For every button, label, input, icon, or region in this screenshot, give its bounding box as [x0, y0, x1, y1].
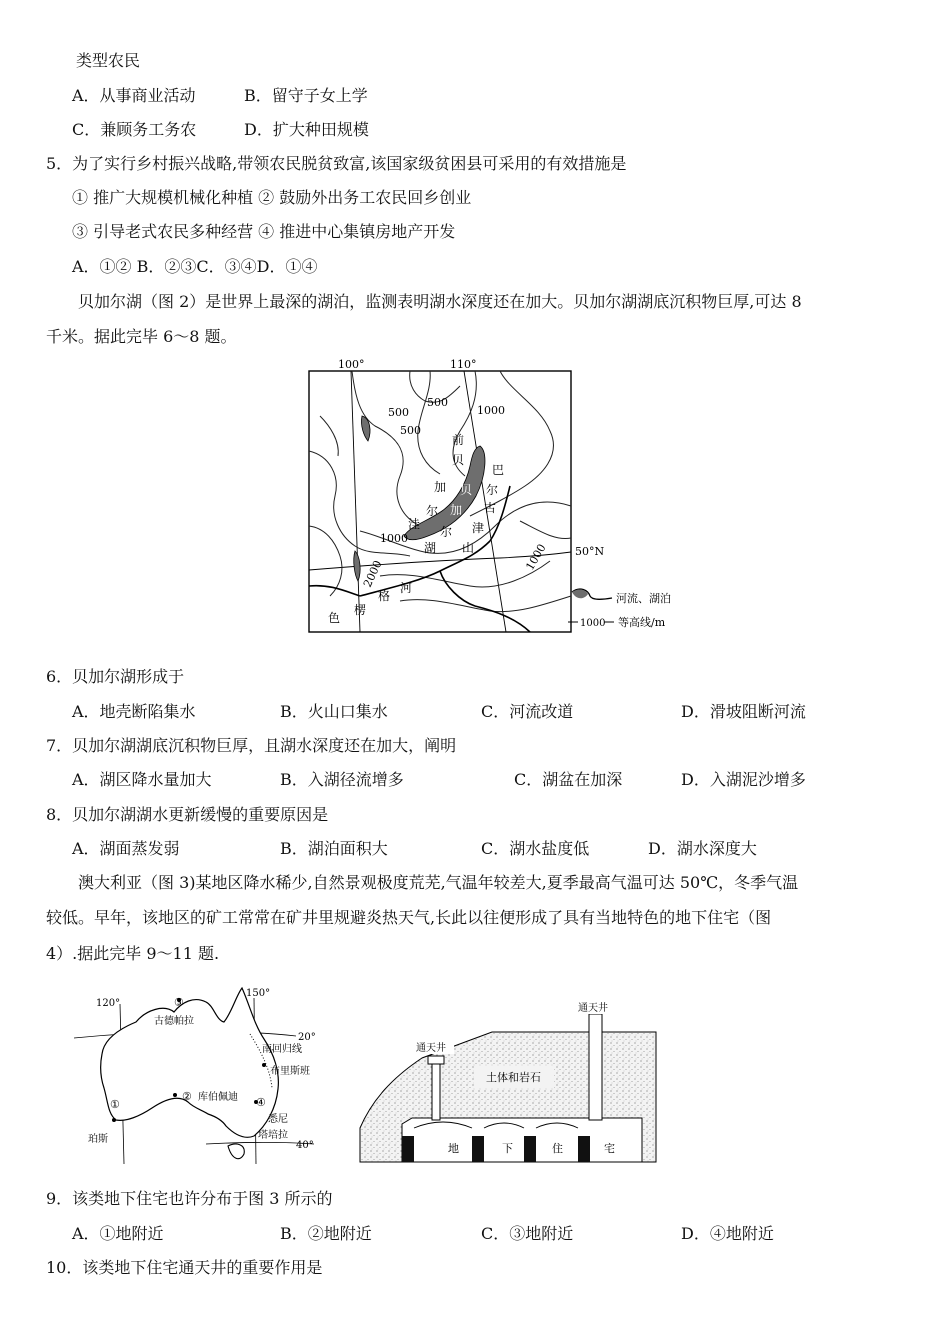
- river-char: 色: [328, 611, 341, 625]
- house-char: 下: [502, 1142, 513, 1155]
- q4-option-b: B．留守子女上学: [244, 86, 368, 105]
- underground-house-figure: [352, 1000, 664, 1168]
- lon-150-label: 150°: [246, 988, 271, 999]
- house-char: 宅: [604, 1142, 615, 1155]
- q4-option-a: A．从事商业活动: [72, 86, 196, 105]
- map-place-char: 加: [434, 480, 447, 494]
- soil-rock-label: 土体和岩石: [486, 1071, 541, 1084]
- q7-stem: 7．贝加尔湖湖底沉积物巨厚，且湖水深度还在加大，阐明: [46, 736, 457, 755]
- pillar: [524, 1136, 536, 1162]
- perth-dot: [112, 1118, 116, 1122]
- map-place-char: 贝: [452, 453, 465, 467]
- q7-option-c: C．湖盆在加深: [514, 770, 623, 789]
- legend-river-lake-label: 河流、湖泊: [616, 592, 671, 605]
- map-place-char: 山: [462, 541, 475, 555]
- q8-stem: 8．贝加尔湖湖水更新缓慢的重要原因是: [46, 805, 329, 824]
- australia-outline: [101, 988, 279, 1137]
- q5-items-line2: ③ 引导老式农民多种经营 ④ 推进中心集镇房地产开发: [72, 222, 456, 241]
- q6-option-b: B．火山口集水: [280, 702, 388, 721]
- map-place-char: 尔: [486, 483, 499, 497]
- map-place-char: 前: [452, 433, 465, 447]
- map-place-char: 尔: [426, 504, 439, 518]
- mark-3: ③: [174, 996, 184, 1009]
- pillar: [472, 1136, 484, 1162]
- q4-option-d: D．扩大种田规模: [244, 120, 369, 139]
- q8-option-d: D．湖水深度大: [648, 839, 757, 858]
- kubopeidi-dot: [173, 1093, 177, 1097]
- pillar: [402, 1136, 414, 1162]
- shaft-right: [589, 1014, 602, 1120]
- baikal-map-figure: [300, 356, 690, 638]
- house-cavity: [402, 1118, 642, 1162]
- map-place-char: 津: [472, 521, 485, 535]
- map-place-char: 洼: [408, 517, 421, 531]
- q6-option-d: D．滑坡阻断河流: [681, 702, 806, 721]
- contour-label: 500: [400, 424, 421, 437]
- pillar: [578, 1136, 590, 1162]
- q5-options: A．①② B．②③C．③④D．①④: [72, 257, 318, 276]
- tasmania-outline: [228, 1144, 244, 1159]
- passage1-line2: 千米。据此完毕 6～8 题。: [46, 327, 237, 346]
- contour-label: 500: [388, 406, 409, 419]
- q9-option-c: C．③地附近: [481, 1224, 574, 1243]
- brisbane-dot: [262, 1063, 266, 1067]
- australia-map-figure: [74, 984, 336, 1168]
- legend-contour-value: 1000: [580, 618, 606, 629]
- passage2-line1: 澳大利亚（图 3)某地区降水稀少,自然景观极度荒芜,气温年较差大,夏季最高气温可达 50℃，冬季气温: [78, 873, 799, 892]
- brisbane-label: 布里斯班: [270, 1066, 310, 1077]
- tropic-label: 南回归线: [262, 1044, 302, 1055]
- q6-stem: 6．贝加尔湖形成于: [46, 667, 185, 686]
- contour-label: 1000: [523, 541, 549, 573]
- q4-stem-tail: 类型农民: [76, 51, 141, 70]
- gudepala-label: 古德帕拉: [154, 1016, 194, 1027]
- mark-2: ②: [182, 1090, 192, 1103]
- passage2-line2: 较低。早年，该地区的矿工常常在矿井里规避炎热天气,长此以往便形成了具有当地特色的地下住宅（图: [46, 908, 772, 927]
- q9-stem: 9．该类地下住宅也许分布于图 3 所示的: [46, 1189, 333, 1208]
- lat-20-label: 20°: [298, 1032, 316, 1043]
- q4-option-c: C．兼顾务工务农: [72, 120, 197, 139]
- q9-option-a: A．①地附近: [72, 1224, 164, 1243]
- shaft-left: [432, 1062, 440, 1120]
- contour-label: 500: [427, 396, 448, 409]
- lat-40-label: 40°: [296, 1140, 314, 1151]
- map-frame: [309, 371, 571, 632]
- q7-option-b: B．入湖径流增多: [280, 770, 404, 789]
- q8-option-a: A．湖面蒸发弱: [72, 839, 180, 858]
- q10-stem: 10．该类地下住宅通天井的重要作用是: [46, 1258, 323, 1277]
- q8-option-c: C．湖水盐度低: [481, 839, 590, 858]
- sydney-label: 悉尼: [268, 1114, 288, 1125]
- contour-label: 1000: [380, 532, 408, 545]
- lon-120-label: 120°: [96, 998, 121, 1009]
- river-char: 格: [378, 589, 391, 603]
- perth-label: 珀斯: [88, 1134, 108, 1145]
- q6-option-a: A．地壳断陷集水: [72, 702, 196, 721]
- q6-option-c: C．河流改道: [481, 702, 574, 721]
- map-place-char: 湖: [424, 541, 437, 555]
- map-place-char: 古: [484, 501, 497, 515]
- q5-stem: 5．为了实行乡村振兴战略,带领农民脱贫致富,该国家级贫困县可采用的有效措施是: [46, 154, 627, 173]
- q7-option-a: A．湖区降水量加大: [72, 770, 212, 789]
- mark-1: ①: [110, 1098, 120, 1111]
- tamworth-label: 塔培拉: [258, 1130, 288, 1141]
- map-place-char: 巴: [492, 463, 505, 477]
- contour-label: 1000: [477, 404, 505, 417]
- legend-contour-label: 等高线/m: [618, 616, 666, 629]
- lat-50-label: 50°N: [575, 545, 605, 558]
- river-char: 楞: [354, 603, 367, 617]
- house-char: 地: [448, 1142, 459, 1155]
- contour-label: 2000: [360, 558, 385, 590]
- river-char: 河: [400, 581, 413, 595]
- map-place-char: 贝: [460, 483, 473, 497]
- shaft-left-label: 通天井: [416, 1043, 446, 1054]
- q9-option-d: D．④地附近: [681, 1224, 774, 1243]
- passage1-line1: 贝加尔湖（图 2）是世界上最深的湖泊，监测表明湖水深度还在加大。贝加尔湖湖底沉积物巨厚,可达 8: [78, 292, 802, 311]
- shaft-left-cap: [428, 1056, 444, 1064]
- map-place-char: 加: [450, 503, 463, 517]
- lon-110-label: 110°: [450, 358, 477, 371]
- map-place-char: 尔: [440, 525, 453, 539]
- q5-items-line1: ① 推广大规模机械化种植 ② 鼓励外出务工农民回乡创业: [72, 188, 472, 207]
- mark-4: ④: [256, 1096, 266, 1109]
- q7-option-d: D．入湖泥沙增多: [681, 770, 806, 789]
- shaft-right-label: 通天井: [578, 1003, 608, 1014]
- house-char: 住: [552, 1142, 563, 1155]
- kubopeidi-label: 库伯佩迪: [198, 1092, 238, 1103]
- lon-100-label: 100°: [338, 358, 365, 371]
- q9-option-b: B．②地附近: [280, 1224, 372, 1243]
- passage2-line3: 4）.据此完毕 9～11 题.: [46, 944, 220, 963]
- q8-option-b: B．湖泊面积大: [280, 839, 388, 858]
